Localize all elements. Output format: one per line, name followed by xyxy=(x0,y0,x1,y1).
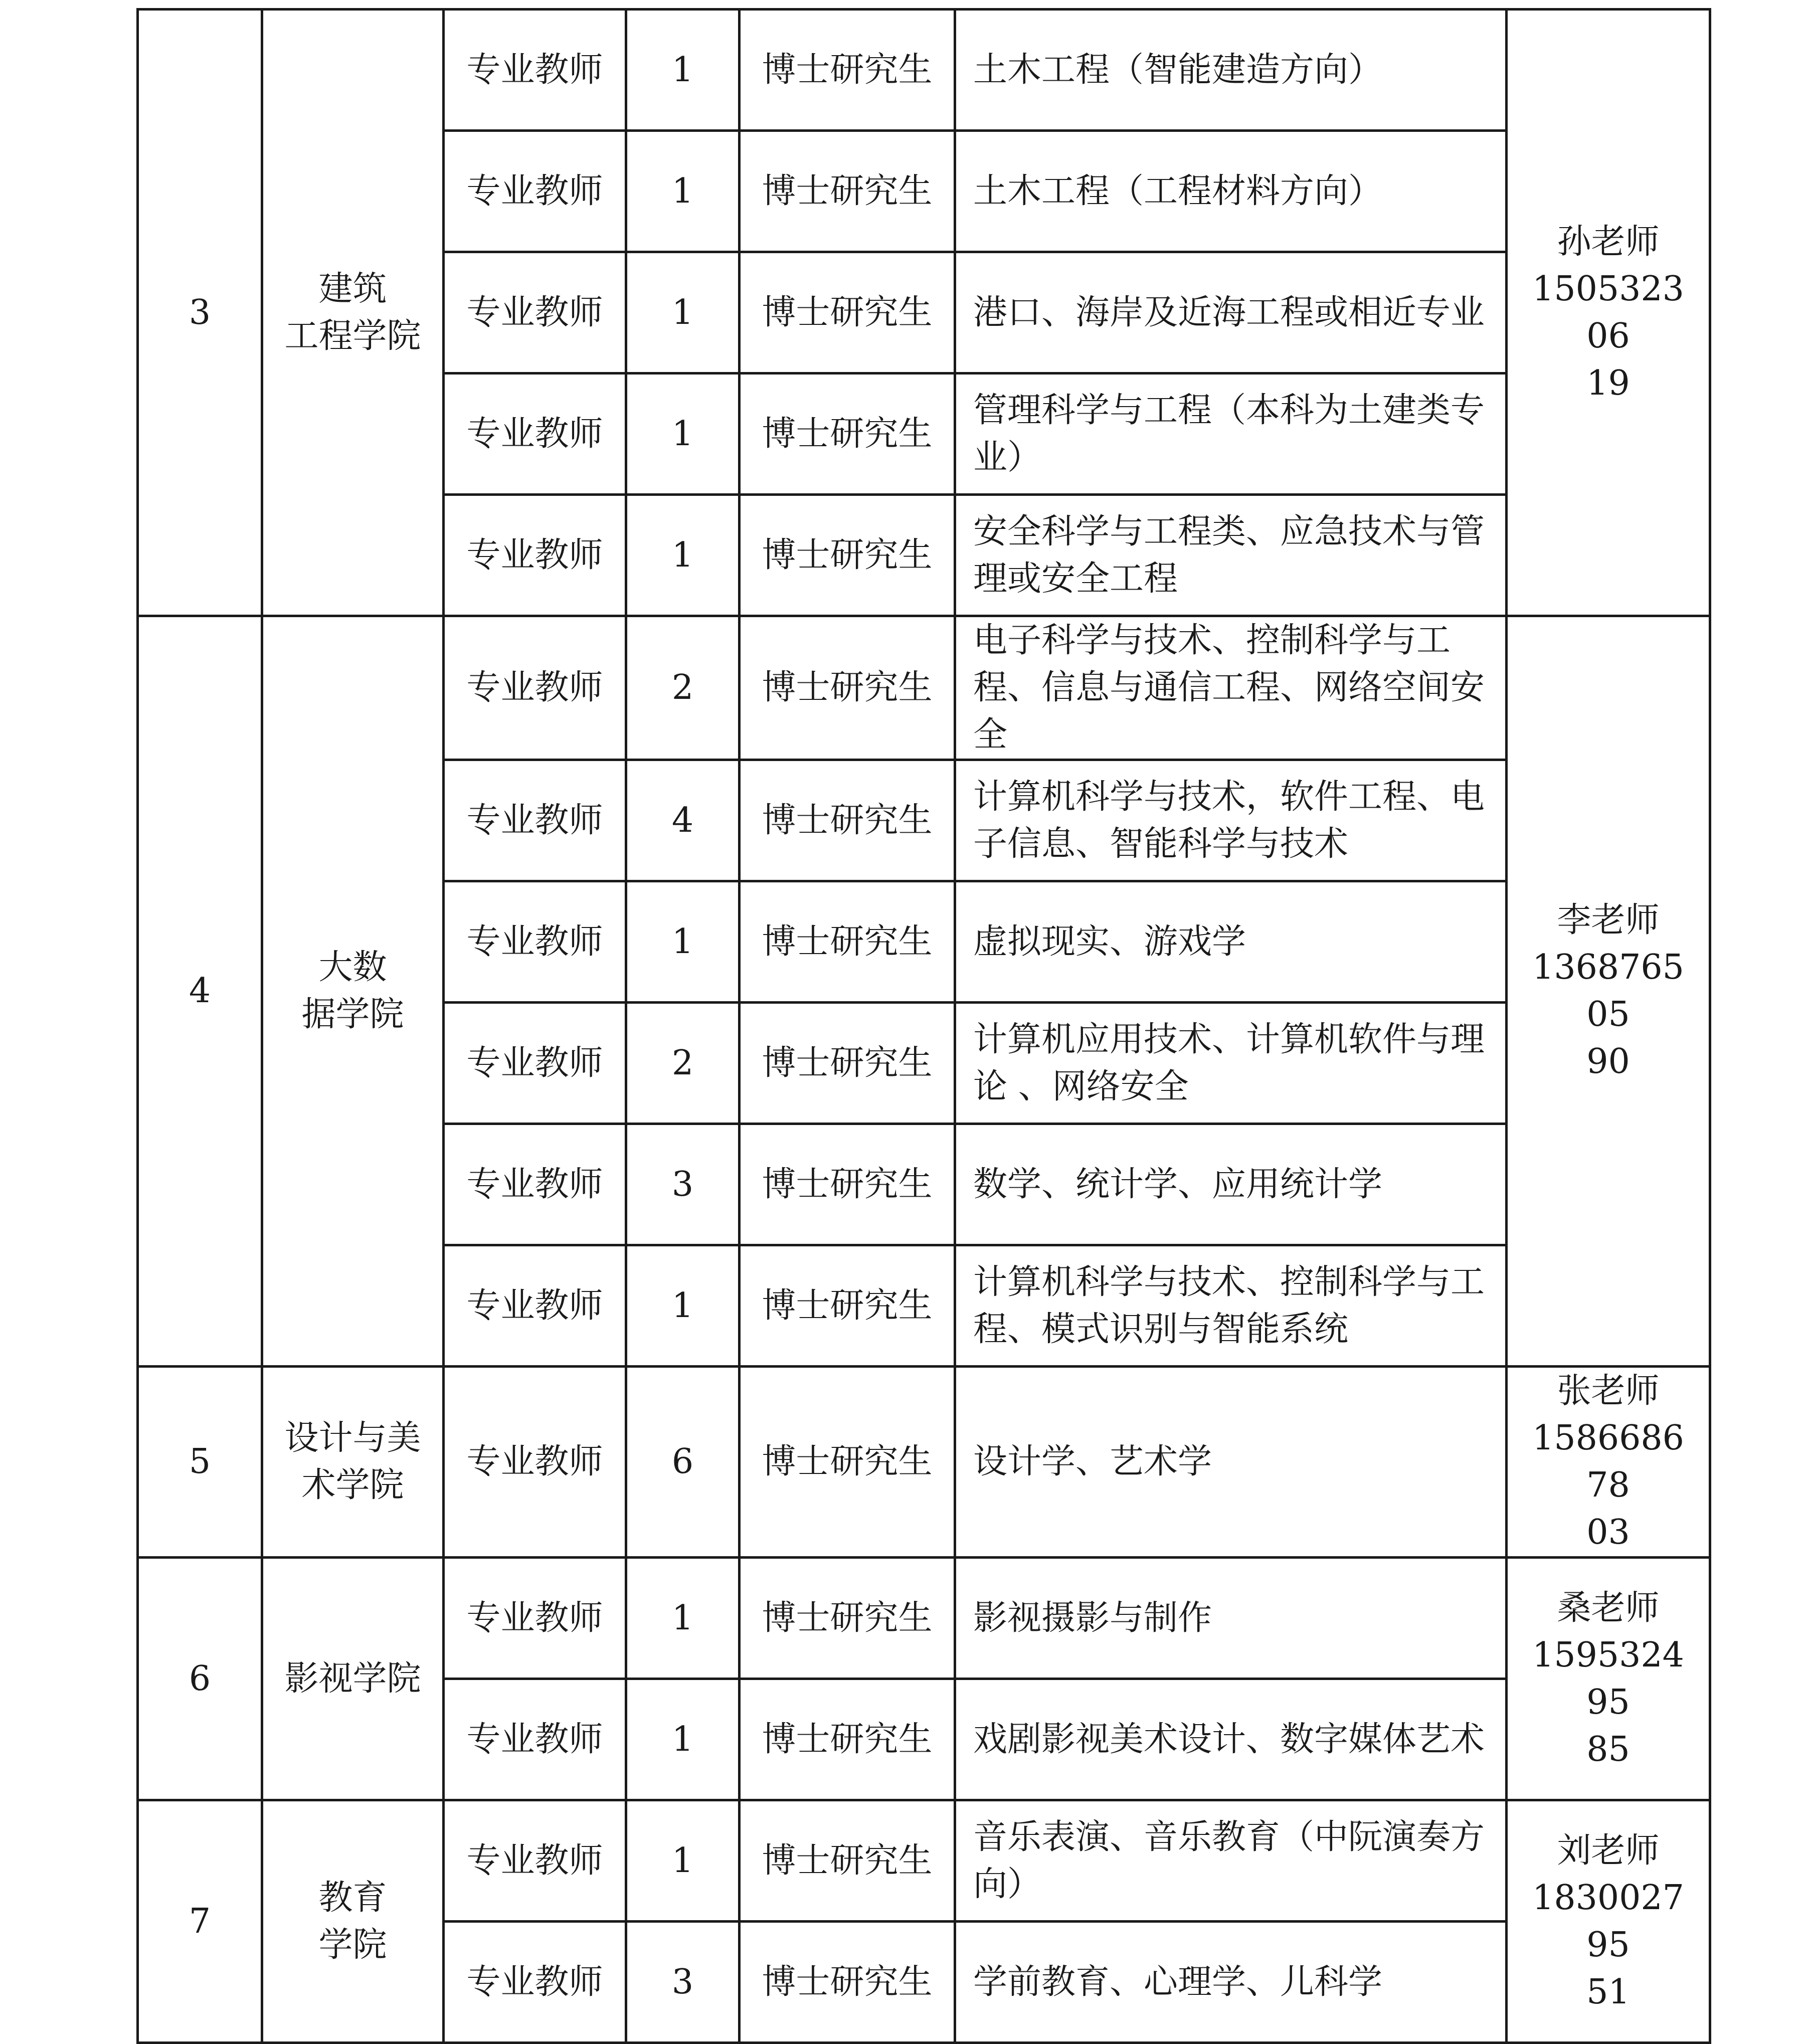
headcount-cell: 6 xyxy=(626,1367,740,1558)
position-cell: 专业教师 xyxy=(444,1367,626,1558)
education-cell: 博士研究生 xyxy=(740,1245,955,1367)
contact-name: 李老师 xyxy=(1557,900,1660,940)
education-cell: 博士研究生 xyxy=(740,760,955,881)
table-row xyxy=(138,1558,1710,1679)
position-cell: 专业教师 xyxy=(444,616,626,760)
table-row xyxy=(138,10,1710,131)
position-cell: 专业教师 xyxy=(444,1124,626,1245)
education-cell: 博士研究生 xyxy=(740,1922,955,2043)
college-name xyxy=(262,616,444,1367)
contact-name: 桑老师 xyxy=(1557,1588,1660,1628)
education-cell: 博士研究生 xyxy=(740,1124,955,1245)
headcount-cell: 1 xyxy=(626,1679,740,1800)
contact-phone-line: 150532306 xyxy=(1532,269,1684,356)
college-name xyxy=(262,1558,444,1800)
major-cell: 设计学、艺术学 xyxy=(955,1367,1507,1558)
position-cell: 专业教师 xyxy=(444,1003,626,1124)
education-cell: 博士研究生 xyxy=(740,1003,955,1124)
major-cell: 学前教育、心理学、儿科学 xyxy=(955,1922,1507,2043)
headcount-cell: 1 xyxy=(626,1245,740,1367)
table-row xyxy=(138,1800,1710,1922)
college-name-line: 学院 xyxy=(318,1925,387,1965)
education-cell: 博士研究生 xyxy=(740,495,955,616)
college-name-line: 术学院 xyxy=(301,1465,404,1505)
major-cell: 计算机科学与技术，软件工程、电子信息、智能科学与技术 xyxy=(955,760,1507,881)
headcount-cell: 2 xyxy=(626,616,740,760)
contact-phone-line: 90 xyxy=(1586,1042,1630,1081)
education-cell: 博士研究生 xyxy=(740,881,955,1003)
college-name-line: 教育 xyxy=(318,1878,387,1918)
recruitment-table xyxy=(136,8,1711,2044)
college-name-line: 大数 xyxy=(318,948,387,987)
contact-cell xyxy=(1507,10,1710,616)
contact-phone-line: 19 xyxy=(1586,363,1630,403)
college-name xyxy=(262,1800,444,2043)
college-name-line: 据学院 xyxy=(301,995,404,1034)
major-cell: 数学、统计学、应用统计学 xyxy=(955,1124,1507,1245)
table-body xyxy=(138,10,1710,2043)
contact-name: 张老师 xyxy=(1557,1371,1660,1411)
contact-phone-line: 183002795 xyxy=(1532,1878,1684,1965)
headcount-cell: 1 xyxy=(626,10,740,131)
college-name xyxy=(262,10,444,616)
sequence-number: 7 xyxy=(138,1800,262,2043)
position-cell: 专业教师 xyxy=(444,760,626,881)
contact-cell xyxy=(1507,1558,1710,1800)
headcount-cell: 1 xyxy=(626,131,740,252)
position-cell: 专业教师 xyxy=(444,1922,626,2043)
college-name-line: 工程学院 xyxy=(284,316,421,356)
contact-name: 刘老师 xyxy=(1557,1830,1660,1871)
position-cell: 专业教师 xyxy=(444,252,626,374)
education-cell: 博士研究生 xyxy=(740,616,955,760)
major-cell: 电子科学与技术、控制科学与工程、信息与通信工程、网络空间安全 xyxy=(955,616,1507,760)
position-cell: 专业教师 xyxy=(444,1245,626,1367)
headcount-cell: 3 xyxy=(626,1922,740,2043)
major-cell: 影视摄影与制作 xyxy=(955,1558,1507,1679)
major-cell: 土木工程（工程材料方向） xyxy=(955,131,1507,252)
sequence-number: 5 xyxy=(138,1367,262,1558)
college-name xyxy=(262,1367,444,1558)
headcount-cell: 4 xyxy=(626,760,740,881)
position-cell: 专业教师 xyxy=(444,374,626,495)
contact-phone-line: 159532495 xyxy=(1532,1635,1684,1722)
headcount-cell: 1 xyxy=(626,495,740,616)
position-cell: 专业教师 xyxy=(444,1679,626,1800)
major-cell: 计算机科学与技术、控制科学与工程、模式识别与智能系统 xyxy=(955,1245,1507,1367)
contact-phone-line: 51 xyxy=(1586,1972,1630,2012)
college-name-line: 设计与美 xyxy=(284,1418,421,1458)
headcount-cell: 1 xyxy=(626,881,740,1003)
major-cell: 土木工程（智能建造方向） xyxy=(955,10,1507,131)
position-cell: 专业教师 xyxy=(444,1800,626,1922)
major-cell: 计算机应用技术、计算机软件与理论 、网络安全 xyxy=(955,1003,1507,1124)
major-cell: 戏剧影视美术设计、数字媒体艺术 xyxy=(955,1679,1507,1800)
sequence-number: 6 xyxy=(138,1558,262,1800)
education-cell: 博士研究生 xyxy=(740,374,955,495)
college-name-line: 影视学院 xyxy=(284,1658,421,1699)
contact-phone-line: 158668678 xyxy=(1532,1418,1684,1505)
table-row xyxy=(138,1367,1710,1558)
contact-cell xyxy=(1507,1800,1710,2043)
major-cell: 安全科学与工程类、应急技术与管理或安全工程 xyxy=(955,495,1507,616)
contact-phone-line: 03 xyxy=(1586,1513,1630,1552)
education-cell: 博士研究生 xyxy=(740,1558,955,1679)
table-row xyxy=(138,616,1710,760)
education-cell: 博士研究生 xyxy=(740,1800,955,1922)
contact-name: 孙老师 xyxy=(1557,222,1660,262)
major-cell: 虚拟现实、游戏学 xyxy=(955,881,1507,1003)
headcount-cell: 2 xyxy=(626,1003,740,1124)
major-cell: 港口、海岸及近海工程或相近专业 xyxy=(955,252,1507,374)
education-cell: 博士研究生 xyxy=(740,131,955,252)
headcount-cell: 1 xyxy=(626,252,740,374)
headcount-cell: 1 xyxy=(626,1558,740,1679)
contact-phone-line: 85 xyxy=(1586,1729,1630,1769)
college-name-line: 建筑 xyxy=(318,269,387,309)
education-cell: 博士研究生 xyxy=(740,1367,955,1558)
position-cell: 专业教师 xyxy=(444,495,626,616)
contact-cell xyxy=(1507,616,1710,1367)
position-cell: 专业教师 xyxy=(444,1558,626,1679)
position-cell: 专业教师 xyxy=(444,131,626,252)
headcount-cell: 1 xyxy=(626,374,740,495)
major-cell: 音乐表演、音乐教育（中阮演奏方向） xyxy=(955,1800,1507,1922)
sequence-number: 4 xyxy=(138,616,262,1367)
education-cell: 博士研究生 xyxy=(740,252,955,374)
headcount-cell: 1 xyxy=(626,1800,740,1922)
education-cell: 博士研究生 xyxy=(740,1679,955,1800)
position-cell: 专业教师 xyxy=(444,10,626,131)
contact-cell xyxy=(1507,1367,1710,1558)
contact-phone-line: 136876505 xyxy=(1532,948,1684,1034)
headcount-cell: 3 xyxy=(626,1124,740,1245)
major-cell: 管理科学与工程（本科为土建类专业） xyxy=(955,374,1507,495)
position-cell: 专业教师 xyxy=(444,881,626,1003)
education-cell: 博士研究生 xyxy=(740,10,955,131)
sequence-number: 3 xyxy=(138,10,262,616)
